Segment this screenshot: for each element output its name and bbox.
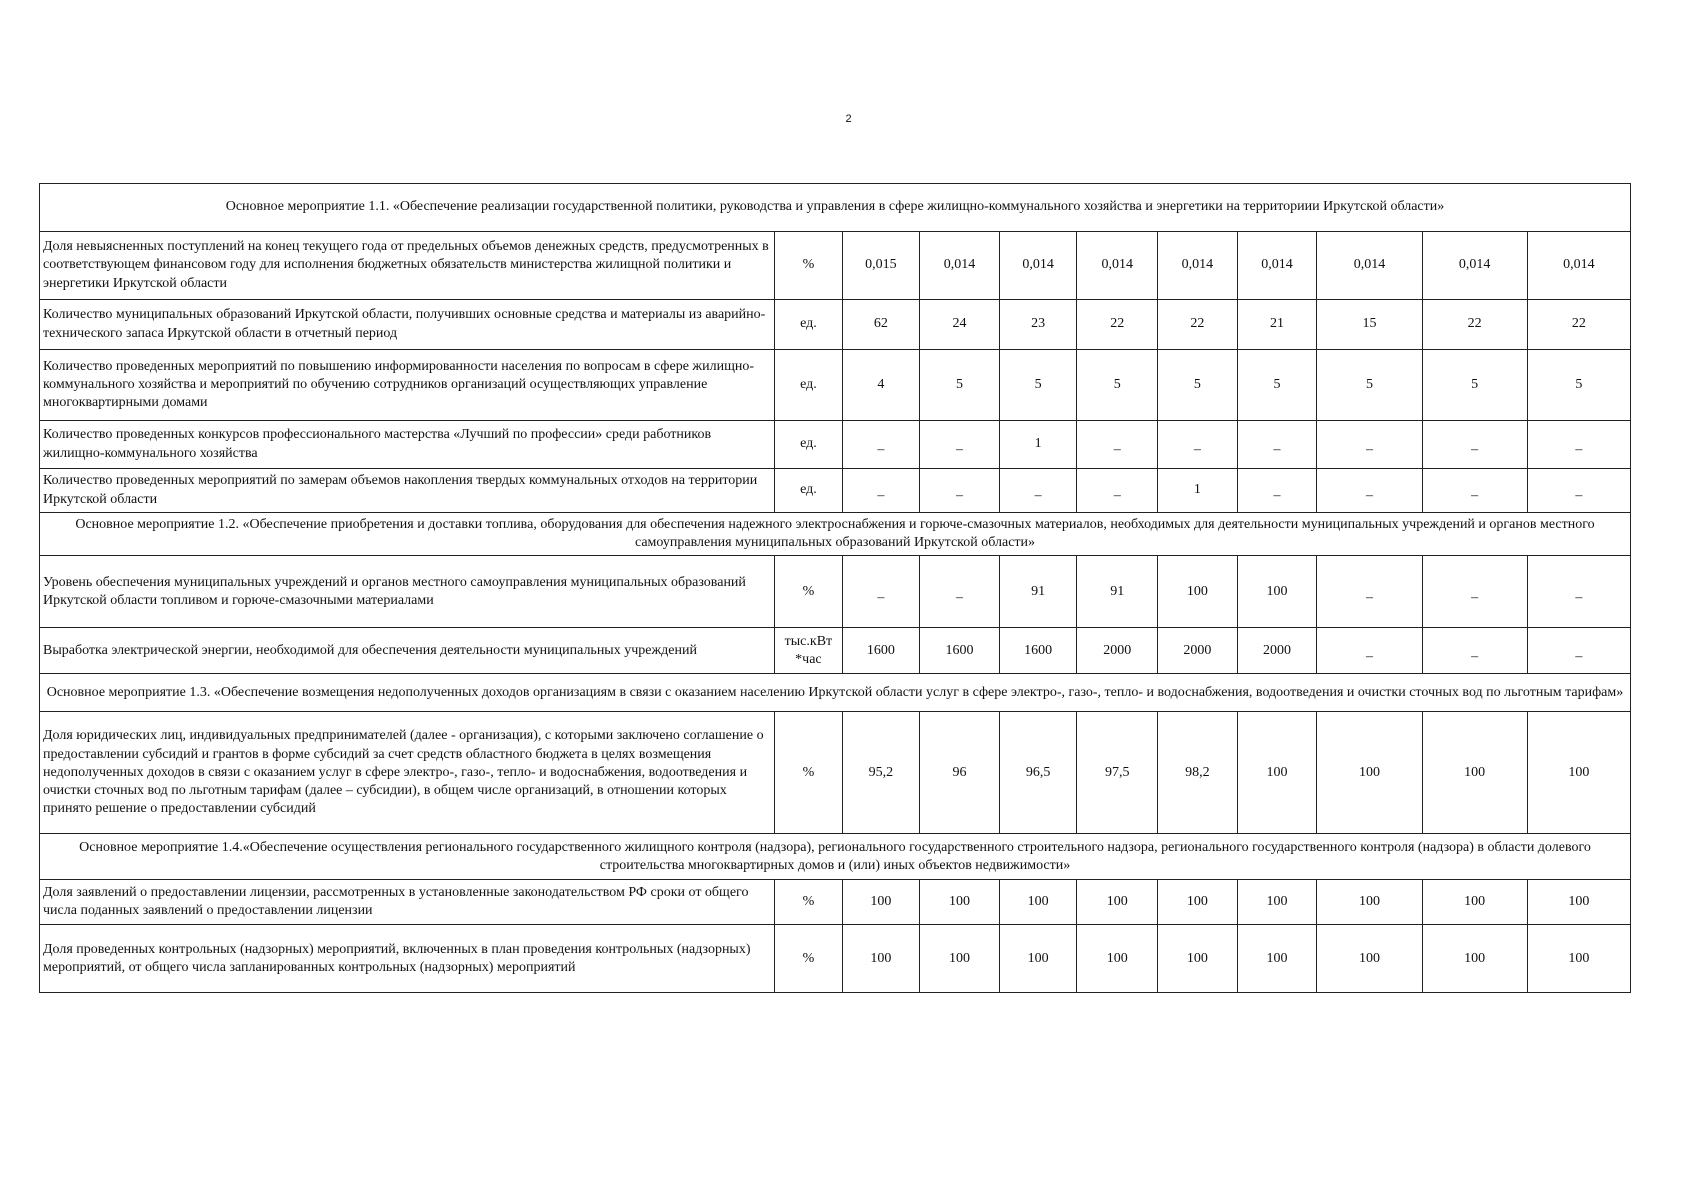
indicator-value: 5 [1077, 350, 1158, 421]
indicator-value: 100 [1422, 712, 1527, 834]
indicator-unit: ед. [775, 300, 842, 350]
indicator-value: 4 [842, 350, 920, 421]
indicator-unit: % [775, 712, 842, 834]
table-row [40, 232, 1631, 300]
indicator-value: 0,014 [1317, 232, 1422, 300]
table-row [40, 556, 1631, 628]
indicator-value: 100 [920, 925, 1000, 993]
section-title: Основное мероприятие 1.2. «Обеспечение приобретения и доставки топлива, оборудования для обеспечения надежного электроснабжения и горюче-смазочных материалов, необходимых для деятельности муниципальных учреждений и органов местного самоуправления муниципальных образований Иркутской области» [40, 513, 1631, 556]
indicator-unit: тыс.кВт *час [775, 628, 842, 674]
section-header-row [40, 513, 1631, 556]
indicator-value: 0,014 [1422, 232, 1527, 300]
indicator-value: 1 [999, 421, 1077, 469]
indicator-value: – [842, 556, 920, 628]
table-row [40, 628, 1631, 674]
indicator-value: 100 [1527, 712, 1630, 834]
indicator-value: 91 [999, 556, 1077, 628]
indicator-value: – [999, 469, 1077, 513]
indicator-value: – [1527, 469, 1630, 513]
table-row [40, 469, 1631, 513]
page-number: 2 [845, 113, 852, 125]
indicator-value: – [1422, 628, 1527, 674]
indicator-unit: % [775, 232, 842, 300]
indicator-value: – [1317, 421, 1422, 469]
indicator-value: 100 [1422, 880, 1527, 925]
indicator-value: 0,014 [1077, 232, 1158, 300]
indicator-name: Выработка электрической энергии, необходимой для обеспечения деятельности муниципальных учреждений [40, 628, 775, 674]
indicator-value: – [1237, 469, 1317, 513]
indicator-value: 2000 [1077, 628, 1158, 674]
indicator-value: 100 [1158, 556, 1238, 628]
indicator-value: 91 [1077, 556, 1158, 628]
indicator-value: – [1527, 421, 1630, 469]
indicator-value: 0,014 [1527, 232, 1630, 300]
table-body [40, 184, 1631, 993]
indicator-name: Количество проведенных мероприятий по замерам объемов накопления твердых коммунальных отходов на территории Иркутской области [40, 469, 775, 513]
indicator-value: 0,014 [1237, 232, 1317, 300]
indicator-value: 5 [1317, 350, 1422, 421]
indicator-value: 5 [1158, 350, 1238, 421]
indicator-value: 2000 [1158, 628, 1238, 674]
table-row [40, 300, 1631, 350]
indicator-value: 22 [1158, 300, 1238, 350]
indicator-value: – [1527, 556, 1630, 628]
table-row [40, 880, 1631, 925]
indicator-value: 100 [1158, 880, 1238, 925]
indicator-value: 5 [1237, 350, 1317, 421]
indicator-value: 5 [1527, 350, 1630, 421]
indicator-value: 100 [1317, 880, 1422, 925]
indicator-value: 95,2 [842, 712, 920, 834]
indicator-value: 0,014 [1158, 232, 1238, 300]
indicator-value: 96,5 [999, 712, 1077, 834]
indicator-value: 100 [1077, 880, 1158, 925]
indicator-value: 5 [920, 350, 1000, 421]
indicator-value: – [1317, 469, 1422, 513]
indicator-value: 22 [1422, 300, 1527, 350]
indicator-value: 0,015 [842, 232, 920, 300]
indicator-value: – [1158, 421, 1238, 469]
indicator-value: 100 [1237, 712, 1317, 834]
indicator-value: 100 [842, 925, 920, 993]
indicator-value: 100 [999, 880, 1077, 925]
indicator-value: – [920, 556, 1000, 628]
indicator-value: 21 [1237, 300, 1317, 350]
section-title: Основное мероприятие 1.4.«Обеспечение осуществления регионального государственного жилищного контроля (надзора), регионального государственного строительного надзора, регионального государственного контроля (надзора) в области долевого строительства многоквартирных домов и (или) иных объектов недвижимости» [40, 834, 1631, 880]
table-row [40, 925, 1631, 993]
indicator-value: 1 [1158, 469, 1238, 513]
indicator-value: 100 [1527, 925, 1630, 993]
indicator-value: 22 [1077, 300, 1158, 350]
indicator-value: 100 [999, 925, 1077, 993]
indicator-value: 100 [1527, 880, 1630, 925]
indicator-name: Доля заявлений о предоставлении лицензии, рассмотренных в установленные законодательством РФ сроки от общего числа поданных заявлений о предоставлении лицензии [40, 880, 775, 925]
indicator-value: 1600 [920, 628, 1000, 674]
indicator-value: 0,014 [920, 232, 1000, 300]
indicator-name: Количество муниципальных образований Иркутской области, получивших основные средства и материалы из аварийно-технического запаса Иркутской области в отчетный период [40, 300, 775, 350]
indicator-name: Доля проведенных контрольных (надзорных) мероприятий, включенных в план проведения контрольных (надзорных) мероприятий, от общего числа запланированных контрольных (надзорных) мероприятий [40, 925, 775, 993]
indicator-value: 97,5 [1077, 712, 1158, 834]
indicator-value: 100 [1237, 925, 1317, 993]
indicator-value: – [1422, 469, 1527, 513]
indicator-value: – [920, 469, 1000, 513]
indicator-value: 100 [920, 880, 1000, 925]
indicator-value: 23 [999, 300, 1077, 350]
indicator-value: 100 [1158, 925, 1238, 993]
section-header-row [40, 184, 1631, 232]
indicator-value: – [1317, 628, 1422, 674]
indicator-value: 98,2 [1158, 712, 1238, 834]
indicator-value: – [842, 421, 920, 469]
indicator-value: – [1422, 556, 1527, 628]
table-row [40, 712, 1631, 834]
indicator-value: 100 [1237, 556, 1317, 628]
indicator-value: 100 [1317, 925, 1422, 993]
indicators-table [39, 183, 1631, 993]
indicator-value: – [1317, 556, 1422, 628]
indicator-unit: % [775, 556, 842, 628]
indicator-value: – [920, 421, 1000, 469]
indicator-value: 100 [1422, 925, 1527, 993]
indicator-unit: % [775, 880, 842, 925]
indicator-name: Доля невыясненных поступлений на конец текущего года от предельных объемов денежных средств, предусмотренных в соответствующем финансовом году для исполнения бюджетных обязательств министерства жилищной политики и энергетики Иркутской области [40, 232, 775, 300]
indicator-value: 5 [1422, 350, 1527, 421]
indicator-value: 2000 [1237, 628, 1317, 674]
indicator-value: 100 [1317, 712, 1422, 834]
indicator-value: 100 [842, 880, 920, 925]
indicator-unit: % [775, 925, 842, 993]
section-title: Основное мероприятие 1.3. «Обеспечение возмещения недополученных доходов организациям в связи с оказанием населению Иркутской области услуг в сфере электро-, газо-, тепло- и водоснабжения, водоотведения и очистки сточных вод по льготным тарифам» [40, 674, 1631, 712]
indicator-value: – [1077, 469, 1158, 513]
indicator-value: 100 [1077, 925, 1158, 993]
indicator-value: 100 [1237, 880, 1317, 925]
indicator-value: – [1077, 421, 1158, 469]
indicator-value: – [1237, 421, 1317, 469]
indicator-name: Доля юридических лиц, индивидуальных предпринимателей (далее - организация), с которыми заключено соглашение о предоставлении субсидий и грантов в форме субсидий за счет средств областного бюджета в целях возмещения недополученных доходов в связи с оказанием услуг в сфере электро-, газо-, тепло- и водоснабжения, водоотведения и очистки сточных вод по льготным тарифам (далее – субсидии), в общем числе организаций, в отношении которых принято решение о предоставлении субсидий [40, 712, 775, 834]
indicator-value: – [1527, 628, 1630, 674]
indicator-unit: ед. [775, 469, 842, 513]
indicator-value: 1600 [999, 628, 1077, 674]
indicator-value: 0,014 [999, 232, 1077, 300]
indicator-unit: ед. [775, 421, 842, 469]
indicator-value: 15 [1317, 300, 1422, 350]
indicator-value: 22 [1527, 300, 1630, 350]
section-header-row [40, 674, 1631, 712]
indicator-name: Количество проведенных мероприятий по повышению информированности населения по вопросам в сфере жилищно-коммунального хозяйства и мероприятий по обучению сотрудников организаций осуществляющих управление многоквартирными домами [40, 350, 775, 421]
indicator-value: – [842, 469, 920, 513]
indicator-value: 24 [920, 300, 1000, 350]
indicator-value: 5 [999, 350, 1077, 421]
indicator-name: Уровень обеспечения муниципальных учреждений и органов местного самоуправления муниципальных образований Иркутской области топливом и горюче-смазочными материалами [40, 556, 775, 628]
indicator-unit: ед. [775, 350, 842, 421]
section-header-row [40, 834, 1631, 880]
indicator-value: 62 [842, 300, 920, 350]
table-row [40, 350, 1631, 421]
table-row [40, 421, 1631, 469]
indicator-value: – [1422, 421, 1527, 469]
section-title: Основное мероприятие 1.1. «Обеспечение реализации государственной политики, руководства и управления в сфере жилищно-коммунального хозяйства и энергетики на территориии Иркутской области» [40, 184, 1631, 232]
indicator-name: Количество проведенных конкурсов профессионального мастерства «Лучший по профессии» среди работников жилищно-коммунального хозяйства [40, 421, 775, 469]
indicator-value: 1600 [842, 628, 920, 674]
indicator-value: 96 [920, 712, 1000, 834]
